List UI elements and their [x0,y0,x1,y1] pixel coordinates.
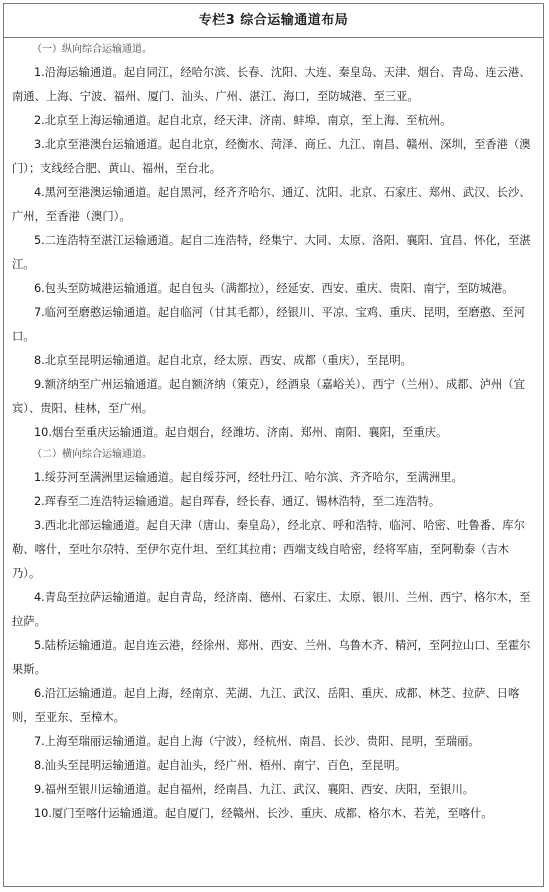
corridor-item: 6.沿江运输通道。起自上海，经南京、芜湖、九江、武汉、岳阳、重庆、成都、林芝、拉萨、日喀则，至亚东、至樟木。 [12,687,520,724]
corridor-item: 3.西北北部运输通道。起自天津（唐山、秦皇岛），经北京、呼和浩特、临河、哈密、吐鲁番、库尔勒、喀什，至吐尔尕特、至伊尔克什坦、至红其拉甫；西端支线自哈密，经将军庙，至阿勒泰（吉木乃）。 [12,519,525,580]
corridor-item: 1.绥芬河至满洲里运输通道。起自绥芬河，经牡丹江、哈尔滨、齐齐哈尔，至满洲里。 [34,471,463,484]
corridor-item: 9.额济纳至广州运输通道。起自额济纳（策克），经酒泉（嘉峪关）、西宁（兰州）、成都、泸州（宜宾）、贵阳、桂林，至广州。 [12,378,525,415]
corridor-item: 2.北京至上海运输通道。起自北京，经天津、济南、蚌埠、南京，至上海、至杭州。 [34,114,452,127]
corridor-item: 9.福州至银川运输通道。起自福州，经南昌、九江、武汉、襄阳、西安、庆阳，至银川。 [34,783,475,796]
corridor-item: 8.北京至昆明运输通道。起自北京，经太原、西安、成都（重庆），至昆明。 [34,354,412,367]
corridor-item: 7.上海至瑞丽运输通道。起自上海（宁波），经杭州、南昌、长沙、贵阳、昆明，至瑞丽。 [34,735,480,748]
corridor-item: 5.二连浩特至湛江运输通道。起自二连浩特，经集宁、大同、太原、洛阳、襄阳、宜昌、怀化，至湛江。 [12,234,531,271]
corridor-item: 10.厦门至喀什运输通道。起自厦门，经赣州、长沙、重庆、成都、格尔木、若羌，至喀什。 [34,807,493,820]
section-heading-vertical: （一）纵向综合运输通道。 [32,44,152,55]
corridor-item: 4.黑河至港澳运输通道。起自黑河，经齐齐哈尔、通辽、沈阳、北京、石家庄、郑州、武汉、长沙、广州，至香港（澳门）。 [12,186,531,223]
corridor-item: 6.包头至防城港运输通道。起自包头（满都拉），经延安、西安、重庆、贵阳、南宁，至防城港。 [34,282,514,295]
corridor-item: 2.珲春至二连浩特运输通道。起自珲春，经长春、通辽、锡林浩特，至二连浩特。 [34,495,441,508]
corridor-item: 4.青岛至拉萨运输通道。起自青岛，经济南、德州、石家庄、太原、银川、兰州、西宁、格尔木，至拉萨。 [12,591,531,628]
column-content [4,38,543,826]
corridor-item: 8.汕头至昆明运输通道。起自汕头，经广州、梧州、南宁、百色，至昆明。 [34,759,407,772]
corridor-item: 10.烟台至重庆运输通道。起自烟台，经潍坊、济南、郑州、南阳、襄阳，至重庆。 [34,426,448,439]
corridor-item: 7.临河至磨憨运输通道。起自临河（甘其毛都），经银川、平凉、宝鸡、重庆、昆明，至磨憨、至河口。 [12,306,525,343]
column-title: 专栏3 综合运输通道布局 [4,4,543,38]
corridor-item: 1.沿海运输通道。起自同江，经哈尔滨、长春、沈阳、大连、秦皇岛、天津、烟台、青岛、连云港、南通、上海、宁波、福州、厦门、汕头、广州、湛江、海口，至防城港、至三亚。 [12,66,531,103]
section-heading-horizontal: （二）横向综合运输通道。 [32,449,152,460]
column-box [3,3,544,887]
corridor-item: 3.北京至港澳台运输通道。起自北京，经衡水、菏泽、商丘、九江、南昌、赣州、深圳，至香港（澳门）；支线经合肥、黄山、福州，至台北。 [12,138,531,175]
corridor-item: 5.陆桥运输通道。起自连云港，经徐州、郑州、西安、兰州、乌鲁木齐、精河，至阿拉山口、至霍尔果斯。 [12,639,531,676]
